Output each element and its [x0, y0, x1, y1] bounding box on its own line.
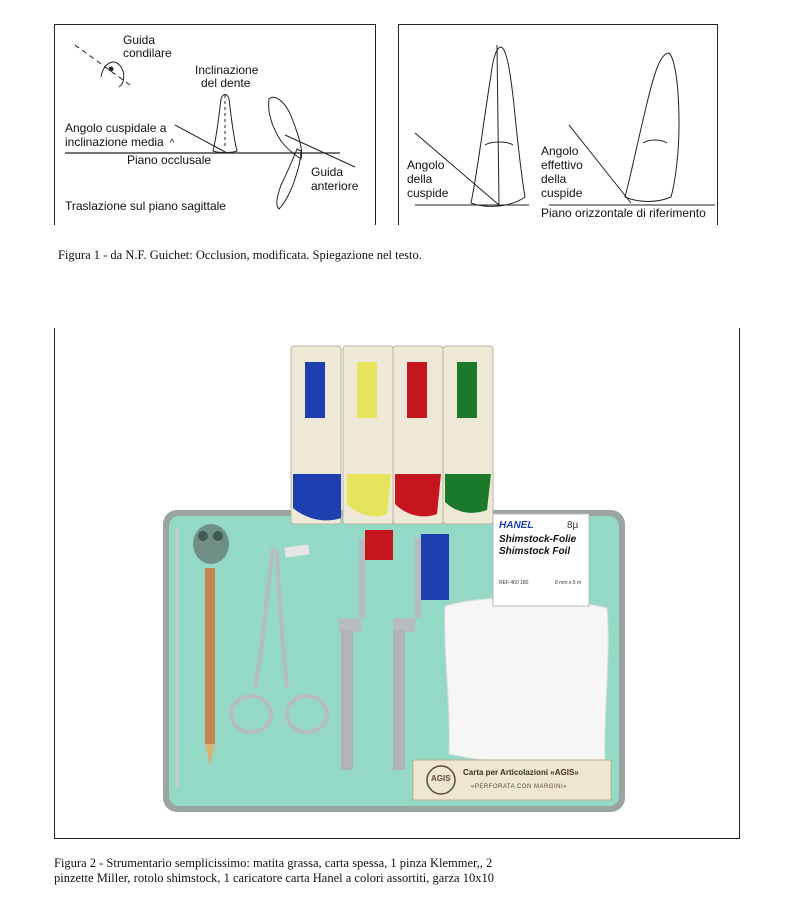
label-caret: ^	[169, 138, 175, 149]
agis-title: Carta per Articolazioni «AGIS»	[463, 768, 579, 777]
condyle-point	[109, 67, 114, 72]
dispenser-blue	[291, 346, 341, 524]
label-cuspide-2: cuspide	[541, 186, 583, 200]
label-della-1: della	[407, 172, 433, 186]
figure2-caption-line2: pinzette Miller, rotolo shimstock, 1 caricatore carta Hanel a colori assortiti, garza 10x10	[54, 871, 494, 885]
label-inclinazione-media: inclinazione media	[65, 135, 164, 149]
label-cuspide-1: cuspide	[407, 186, 449, 200]
condylar-guide-line	[75, 45, 130, 85]
right-tooth-1-axis	[497, 45, 499, 205]
label-del-dente: del dente	[201, 76, 251, 90]
figure2-caption-line1: Figura 2 - Strumentario semplicissimo: matita grassa, carta spessa, 1 pinza Klemmer,, 2	[54, 856, 493, 870]
figure1-left-panel	[54, 24, 376, 225]
dispenser-red	[393, 346, 443, 524]
label-condilare: condilare	[123, 46, 172, 60]
agis-logo-text: AGIS	[431, 774, 451, 783]
hanel-line1: Shimstock-Folie	[499, 534, 577, 545]
dispenser-yellow	[343, 346, 393, 524]
label-angolo-cuspidale: Angolo cuspidale a	[65, 121, 167, 135]
label-traslazione: Traslazione sul piano sagittale	[65, 199, 226, 213]
hanel-ref: REF 460 180	[499, 580, 529, 586]
hanel-line2: Shimstock Foil	[499, 546, 571, 557]
gauze-pad	[445, 598, 608, 764]
figure2-photo	[54, 328, 740, 839]
agis-subtitle: «PERFORATA CON MARGINI»	[471, 784, 567, 790]
lower-incisor-outline	[277, 149, 301, 209]
label-guida-anteriore-1: Guida	[311, 165, 344, 179]
label-angolo-2: Angolo	[541, 144, 579, 158]
label-effettivo: effettivo	[541, 158, 583, 172]
label-guida: Guida	[123, 33, 156, 47]
figure2-illustration	[55, 328, 739, 838]
figure1-right-panel	[398, 24, 718, 225]
dispenser-green	[443, 346, 493, 524]
right-tooth-1-cusp	[485, 142, 513, 145]
label-guida-anteriore-2: anteriore	[311, 179, 359, 193]
anterior-guide-line	[285, 135, 355, 167]
label-angolo-1: Angolo	[407, 158, 445, 172]
hanel-size: 8 mm x 5 m	[555, 580, 582, 586]
label-piano-occlusale: Piano occlusale	[127, 153, 212, 167]
right-tooth-2-outline	[625, 53, 679, 202]
right-tooth-2-cusp	[643, 140, 667, 143]
cusp-incline-line	[175, 125, 227, 153]
hanel-thickness: 8µ	[567, 520, 579, 531]
label-della-2: della	[541, 172, 567, 186]
label-inclinazione: Inclinazione	[195, 63, 259, 77]
hanel-brand: HANEL	[499, 520, 534, 531]
figure1-caption: Figura 1 - da N.F. Guichet: Occlusion, modificata. Spiegazione nel testo.	[58, 248, 422, 262]
label-piano-orizzontale: Piano orizzontale di riferimento	[541, 206, 706, 220]
